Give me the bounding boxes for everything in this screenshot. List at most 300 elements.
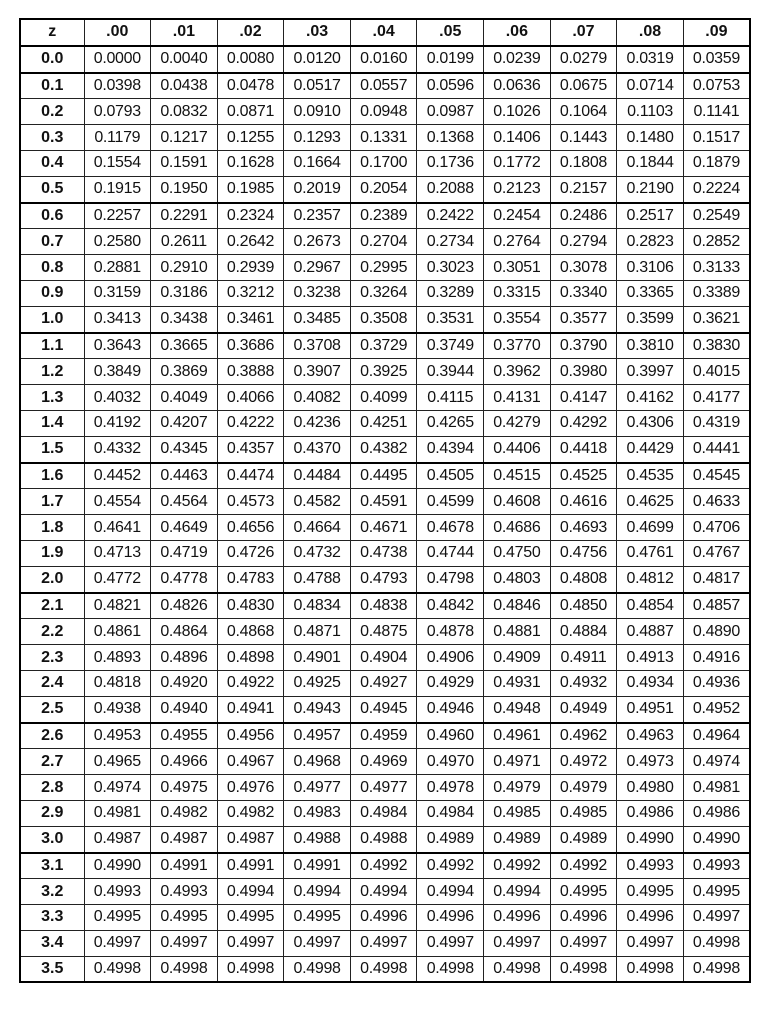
probability-cell: 0.4906	[417, 645, 484, 671]
probability-cell: 0.1406	[484, 125, 551, 151]
probability-cell: 0.4817	[683, 566, 750, 592]
probability-cell: 0.4994	[350, 879, 417, 905]
probability-cell: 0.1141	[683, 99, 750, 125]
table-row	[20, 853, 750, 879]
probability-cell: 0.4964	[683, 723, 750, 749]
probability-cell: 0.4591	[350, 489, 417, 515]
probability-cell: 0.0557	[350, 73, 417, 99]
probability-cell: 0.4761	[617, 540, 684, 566]
probability-cell: 0.4945	[350, 696, 417, 722]
z-value-cell: 2.7	[20, 749, 84, 775]
z-value-cell: 1.0	[20, 306, 84, 332]
probability-cell: 0.4463	[151, 463, 218, 489]
z-value-cell: 2.6	[20, 723, 84, 749]
probability-cell: 0.1844	[617, 150, 684, 176]
probability-cell: 0.4826	[151, 593, 218, 619]
probability-cell: 0.3438	[151, 306, 218, 332]
probability-cell: 0.3531	[417, 306, 484, 332]
probability-cell: 0.4997	[417, 930, 484, 956]
z-value-cell: 2.1	[20, 593, 84, 619]
probability-cell: 0.4821	[84, 593, 151, 619]
probability-cell: 0.3485	[284, 306, 351, 332]
table-row	[20, 645, 750, 671]
probability-cell: 0.4554	[84, 489, 151, 515]
probability-cell: 0.4535	[617, 463, 684, 489]
probability-cell: 0.2486	[550, 203, 617, 229]
probability-cell: 0.4977	[284, 775, 351, 801]
probability-cell: 0.4920	[151, 670, 218, 696]
probability-cell: 0.0398	[84, 73, 151, 99]
probability-cell: 0.4049	[151, 385, 218, 411]
probability-cell: 0.4995	[284, 905, 351, 931]
probability-cell: 0.4993	[151, 879, 218, 905]
probability-cell: 0.1443	[550, 125, 617, 151]
probability-cell: 0.4909	[484, 645, 551, 671]
table-row	[20, 800, 750, 826]
probability-cell: 0.0987	[417, 99, 484, 125]
z-value-cell: 1.9	[20, 540, 84, 566]
probability-cell: 0.4998	[84, 956, 151, 982]
probability-cell: 0.4495	[350, 463, 417, 489]
probability-cell: 0.0040	[151, 46, 218, 73]
column-header: .01	[151, 19, 218, 46]
probability-cell: 0.3810	[617, 333, 684, 359]
table-row	[20, 956, 750, 982]
z-value-cell: 1.2	[20, 359, 84, 385]
probability-cell: 0.4997	[683, 905, 750, 931]
probability-cell: 0.0279	[550, 46, 617, 73]
probability-cell: 0.4854	[617, 593, 684, 619]
table-row	[20, 619, 750, 645]
probability-cell: 0.4319	[683, 410, 750, 436]
probability-cell: 0.4997	[350, 930, 417, 956]
probability-cell: 0.2764	[484, 229, 551, 255]
probability-cell: 0.4998	[151, 956, 218, 982]
probability-cell: 0.4998	[217, 956, 284, 982]
probability-cell: 0.4998	[683, 956, 750, 982]
probability-cell: 0.4545	[683, 463, 750, 489]
probability-cell: 0.3997	[617, 359, 684, 385]
z-value-cell: 1.7	[20, 489, 84, 515]
probability-cell: 0.4890	[683, 619, 750, 645]
probability-cell: 0.4995	[683, 879, 750, 905]
probability-cell: 0.4996	[350, 905, 417, 931]
probability-cell: 0.2324	[217, 203, 284, 229]
probability-cell: 0.4222	[217, 410, 284, 436]
probability-cell: 0.4846	[484, 593, 551, 619]
probability-cell: 0.4474	[217, 463, 284, 489]
z-value-cell: 2.8	[20, 775, 84, 801]
probability-cell: 0.4991	[217, 853, 284, 879]
z-value-cell: 2.2	[20, 619, 84, 645]
probability-cell: 0.4985	[550, 800, 617, 826]
z-value-cell: 1.6	[20, 463, 84, 489]
probability-cell: 0.4962	[550, 723, 617, 749]
probability-cell: 0.4995	[217, 905, 284, 931]
probability-cell: 0.4896	[151, 645, 218, 671]
probability-cell: 0.4994	[284, 879, 351, 905]
probability-cell: 0.4970	[417, 749, 484, 775]
table-row	[20, 176, 750, 202]
probability-cell: 0.4995	[617, 879, 684, 905]
probability-cell: 0.4995	[84, 905, 151, 931]
probability-cell: 0.4871	[284, 619, 351, 645]
probability-cell: 0.4292	[550, 410, 617, 436]
probability-cell: 0.4671	[350, 515, 417, 541]
probability-cell: 0.4941	[217, 696, 284, 722]
probability-cell: 0.4429	[617, 436, 684, 462]
probability-cell: 0.4706	[683, 515, 750, 541]
probability-cell: 0.4957	[284, 723, 351, 749]
probability-cell: 0.4985	[484, 800, 551, 826]
probability-cell: 0.4996	[550, 905, 617, 931]
probability-cell: 0.4997	[84, 930, 151, 956]
probability-cell: 0.4998	[683, 930, 750, 956]
probability-cell: 0.2549	[683, 203, 750, 229]
z-value-cell: 2.5	[20, 696, 84, 722]
table-row	[20, 826, 750, 852]
probability-cell: 0.4893	[84, 645, 151, 671]
probability-cell: 0.4099	[350, 385, 417, 411]
probability-cell: 0.4984	[350, 800, 417, 826]
probability-cell: 0.4798	[417, 566, 484, 592]
probability-cell: 0.4996	[617, 905, 684, 931]
probability-cell: 0.4979	[550, 775, 617, 801]
z-value-cell: 0.8	[20, 255, 84, 281]
probability-cell: 0.1179	[84, 125, 151, 151]
table-row	[20, 540, 750, 566]
probability-cell: 0.2157	[550, 176, 617, 202]
probability-cell: 0.4996	[484, 905, 551, 931]
probability-cell: 0.4573	[217, 489, 284, 515]
z-value-cell: 0.4	[20, 150, 84, 176]
probability-cell: 0.4994	[417, 879, 484, 905]
probability-cell: 0.4993	[617, 853, 684, 879]
z-value-cell: 3.3	[20, 905, 84, 931]
probability-cell: 0.4972	[550, 749, 617, 775]
probability-cell: 0.4850	[550, 593, 617, 619]
probability-cell: 0.3770	[484, 333, 551, 359]
probability-cell: 0.4955	[151, 723, 218, 749]
probability-cell: 0.4998	[550, 956, 617, 982]
probability-cell: 0.1591	[151, 150, 218, 176]
table-row	[20, 515, 750, 541]
column-header: .06	[484, 19, 551, 46]
probability-cell: 0.4931	[484, 670, 551, 696]
probability-cell: 0.3078	[550, 255, 617, 281]
probability-cell: 0.3925	[350, 359, 417, 385]
probability-cell: 0.4997	[550, 930, 617, 956]
probability-cell: 0.4974	[683, 749, 750, 775]
probability-cell: 0.4911	[550, 645, 617, 671]
probability-cell: 0.4997	[484, 930, 551, 956]
probability-cell: 0.4756	[550, 540, 617, 566]
probability-cell: 0.0675	[550, 73, 617, 99]
table-row	[20, 723, 750, 749]
probability-cell: 0.3869	[151, 359, 218, 385]
probability-cell: 0.4382	[350, 436, 417, 462]
probability-cell: 0.4306	[617, 410, 684, 436]
z-value-cell: 0.6	[20, 203, 84, 229]
probability-cell: 0.2794	[550, 229, 617, 255]
column-header: .02	[217, 19, 284, 46]
table-row	[20, 255, 750, 281]
probability-cell: 0.3508	[350, 306, 417, 332]
probability-cell: 0.4082	[284, 385, 351, 411]
probability-cell: 0.1664	[284, 150, 351, 176]
probability-cell: 0.4995	[151, 905, 218, 931]
probability-cell: 0.4992	[350, 853, 417, 879]
table-row	[20, 879, 750, 905]
column-header: .09	[683, 19, 750, 46]
probability-cell: 0.4979	[484, 775, 551, 801]
table-row	[20, 566, 750, 592]
probability-cell: 0.4990	[84, 853, 151, 879]
probability-cell: 0.4997	[217, 930, 284, 956]
probability-cell: 0.4857	[683, 593, 750, 619]
table-row	[20, 150, 750, 176]
z-value-cell: 2.4	[20, 670, 84, 696]
probability-cell: 0.0080	[217, 46, 284, 73]
probability-cell: 0.4992	[484, 853, 551, 879]
probability-cell: 0.3980	[550, 359, 617, 385]
probability-cell: 0.3790	[550, 333, 617, 359]
probability-cell: 0.4946	[417, 696, 484, 722]
probability-cell: 0.2910	[151, 255, 218, 281]
probability-cell: 0.1217	[151, 125, 218, 151]
probability-cell: 0.4991	[151, 853, 218, 879]
z-value-cell: 0.0	[20, 46, 84, 73]
probability-cell: 0.4965	[84, 749, 151, 775]
probability-cell: 0.4345	[151, 436, 218, 462]
probability-cell: 0.4808	[550, 566, 617, 592]
probability-cell: 0.1368	[417, 125, 484, 151]
probability-cell: 0.4998	[284, 956, 351, 982]
probability-cell: 0.4772	[84, 566, 151, 592]
probability-cell: 0.2704	[350, 229, 417, 255]
probability-cell: 0.4997	[617, 930, 684, 956]
probability-cell: 0.3962	[484, 359, 551, 385]
probability-cell: 0.3686	[217, 333, 284, 359]
probability-cell: 0.4913	[617, 645, 684, 671]
probability-cell: 0.4951	[617, 696, 684, 722]
z-value-cell: 3.1	[20, 853, 84, 879]
probability-cell: 0.4990	[683, 826, 750, 852]
probability-cell: 0.2357	[284, 203, 351, 229]
probability-cell: 0.3340	[550, 280, 617, 306]
column-header: .03	[284, 19, 351, 46]
probability-cell: 0.1879	[683, 150, 750, 176]
table-row	[20, 125, 750, 151]
table-row	[20, 359, 750, 385]
probability-cell: 0.4981	[683, 775, 750, 801]
probability-cell: 0.1026	[484, 99, 551, 125]
z-value-cell: 1.8	[20, 515, 84, 541]
probability-cell: 0.4963	[617, 723, 684, 749]
probability-cell: 0.4938	[84, 696, 151, 722]
probability-cell: 0.4884	[550, 619, 617, 645]
probability-cell: 0.4998	[617, 956, 684, 982]
probability-cell: 0.0517	[284, 73, 351, 99]
probability-cell: 0.4986	[683, 800, 750, 826]
probability-cell: 0.1772	[484, 150, 551, 176]
probability-cell: 0.3461	[217, 306, 284, 332]
probability-cell: 0.4838	[350, 593, 417, 619]
z-value-cell: 0.3	[20, 125, 84, 151]
probability-cell: 0.2054	[350, 176, 417, 202]
probability-cell: 0.4943	[284, 696, 351, 722]
probability-cell: 0.4984	[417, 800, 484, 826]
probability-cell: 0.4973	[617, 749, 684, 775]
probability-cell: 0.3238	[284, 280, 351, 306]
probability-cell: 0.4934	[617, 670, 684, 696]
probability-cell: 0.4032	[84, 385, 151, 411]
probability-cell: 0.4633	[683, 489, 750, 515]
probability-cell: 0.3023	[417, 255, 484, 281]
probability-cell: 0.4713	[84, 540, 151, 566]
probability-cell: 0.4971	[484, 749, 551, 775]
probability-cell: 0.1915	[84, 176, 151, 202]
probability-cell: 0.4998	[484, 956, 551, 982]
probability-cell: 0.4251	[350, 410, 417, 436]
probability-cell: 0.1700	[350, 150, 417, 176]
probability-cell: 0.2019	[284, 176, 351, 202]
probability-cell: 0.4969	[350, 749, 417, 775]
probability-cell: 0.2257	[84, 203, 151, 229]
probability-cell: 0.2580	[84, 229, 151, 255]
probability-cell: 0.4599	[417, 489, 484, 515]
z-value-cell: 1.4	[20, 410, 84, 436]
probability-cell: 0.4738	[350, 540, 417, 566]
probability-cell: 0.0636	[484, 73, 551, 99]
probability-cell: 0.1950	[151, 176, 218, 202]
probability-cell: 0.4988	[284, 826, 351, 852]
probability-cell: 0.2734	[417, 229, 484, 255]
probability-cell: 0.2224	[683, 176, 750, 202]
probability-cell: 0.2389	[350, 203, 417, 229]
z-value-cell: 0.2	[20, 99, 84, 125]
probability-cell: 0.4812	[617, 566, 684, 592]
probability-cell: 0.0199	[417, 46, 484, 73]
probability-cell: 0.4949	[550, 696, 617, 722]
z-value-cell: 0.7	[20, 229, 84, 255]
probability-cell: 0.4975	[151, 775, 218, 801]
probability-cell: 0.3554	[484, 306, 551, 332]
probability-cell: 0.0160	[350, 46, 417, 73]
probability-cell: 0.4925	[284, 670, 351, 696]
probability-cell: 0.4990	[617, 826, 684, 852]
probability-cell: 0.0832	[151, 99, 218, 125]
probability-cell: 0.4987	[217, 826, 284, 852]
z-value-cell: 0.9	[20, 280, 84, 306]
probability-cell: 0.4834	[284, 593, 351, 619]
probability-cell: 0.2995	[350, 255, 417, 281]
probability-cell: 0.4983	[284, 800, 351, 826]
probability-cell: 0.2852	[683, 229, 750, 255]
probability-cell: 0.4960	[417, 723, 484, 749]
probability-cell: 0.4901	[284, 645, 351, 671]
probability-cell: 0.4997	[151, 930, 218, 956]
probability-cell: 0.0319	[617, 46, 684, 73]
probability-cell: 0.3621	[683, 306, 750, 332]
probability-cell: 0.0596	[417, 73, 484, 99]
probability-cell: 0.4115	[417, 385, 484, 411]
z-value-cell: 0.1	[20, 73, 84, 99]
probability-cell: 0.4987	[151, 826, 218, 852]
table-row	[20, 385, 750, 411]
probability-cell: 0.4394	[417, 436, 484, 462]
table-row	[20, 229, 750, 255]
probability-cell: 0.1554	[84, 150, 151, 176]
table-row	[20, 203, 750, 229]
probability-cell: 0.4898	[217, 645, 284, 671]
probability-cell: 0.4952	[683, 696, 750, 722]
probability-cell: 0.0871	[217, 99, 284, 125]
probability-cell: 0.4922	[217, 670, 284, 696]
probability-cell: 0.4265	[417, 410, 484, 436]
table-row	[20, 905, 750, 931]
probability-cell: 0.4875	[350, 619, 417, 645]
probability-cell: 0.4641	[84, 515, 151, 541]
probability-cell: 0.4767	[683, 540, 750, 566]
probability-cell: 0.4996	[417, 905, 484, 931]
table-row	[20, 489, 750, 515]
probability-cell: 0.4147	[550, 385, 617, 411]
probability-cell: 0.2291	[151, 203, 218, 229]
probability-cell: 0.4678	[417, 515, 484, 541]
probability-cell: 0.1808	[550, 150, 617, 176]
table-row	[20, 463, 750, 489]
probability-cell: 0.3749	[417, 333, 484, 359]
probability-cell: 0.4982	[151, 800, 218, 826]
table-row	[20, 73, 750, 99]
table-row	[20, 333, 750, 359]
probability-cell: 0.4719	[151, 540, 218, 566]
probability-cell: 0.3643	[84, 333, 151, 359]
probability-cell: 0.1103	[617, 99, 684, 125]
probability-cell: 0.2881	[84, 255, 151, 281]
probability-cell: 0.4994	[217, 879, 284, 905]
table-row	[20, 306, 750, 332]
probability-cell: 0.4968	[284, 749, 351, 775]
table-row	[20, 46, 750, 73]
probability-cell: 0.4664	[284, 515, 351, 541]
probability-cell: 0.3599	[617, 306, 684, 332]
probability-cell: 0.4744	[417, 540, 484, 566]
probability-cell: 0.4793	[350, 566, 417, 592]
probability-cell: 0.4207	[151, 410, 218, 436]
probability-cell: 0.1517	[683, 125, 750, 151]
probability-cell: 0.3212	[217, 280, 284, 306]
probability-cell: 0.4015	[683, 359, 750, 385]
probability-cell: 0.4726	[217, 540, 284, 566]
probability-cell: 0.3264	[350, 280, 417, 306]
probability-cell: 0.4991	[284, 853, 351, 879]
probability-cell: 0.1064	[550, 99, 617, 125]
probability-cell: 0.4976	[217, 775, 284, 801]
probability-cell: 0.4864	[151, 619, 218, 645]
probability-cell: 0.4994	[484, 879, 551, 905]
probability-cell: 0.4861	[84, 619, 151, 645]
probability-cell: 0.4953	[84, 723, 151, 749]
probability-cell: 0.1736	[417, 150, 484, 176]
probability-cell: 0.2123	[484, 176, 551, 202]
probability-cell: 0.4608	[484, 489, 551, 515]
table-row	[20, 670, 750, 696]
probability-cell: 0.3315	[484, 280, 551, 306]
z-value-cell: 3.2	[20, 879, 84, 905]
column-header: .00	[84, 19, 151, 46]
